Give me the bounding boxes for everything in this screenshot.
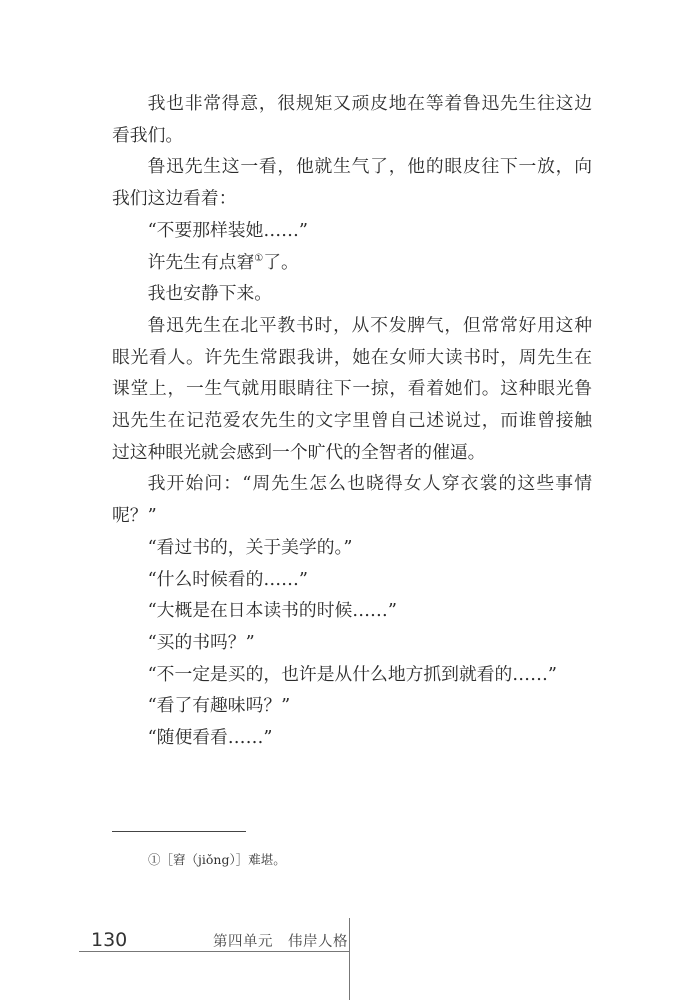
footnote-divider: [112, 831, 246, 832]
paragraph: “什么时候看的……”: [147, 568, 309, 590]
paragraph: 鲁迅先生在北平教书时，从不发脾气，但常常好用这种眼光看人。许先生常跟我讲，她在女师大读书时，周先生在课堂上，一生气就用眼睛往下一掠，看着她们。这种眼光鲁迅先生在记范爱农先生的文字里曾自己述说过，而谁曾接触过这种眼光就会感到一个旷代的全智者的催逼。: [112, 314, 592, 463]
footer-rule: [79, 951, 349, 952]
paragraph: “买的书吗？”: [147, 631, 255, 653]
paragraph: 我也非常得意，很规矩又顽皮地在等着鲁迅先生往这边看我们。: [112, 93, 592, 146]
paragraph: “看过书的，关于美学的。”: [147, 536, 353, 558]
paragraph: “不一定是买的，也许是从什么地方抓到就看的……”: [147, 663, 557, 685]
paragraph-text: 了。: [263, 251, 299, 273]
paragraph: “不要那样装她……”: [147, 219, 309, 241]
paragraph: 我开始问：“周先生怎么也晓得女人穿衣裳的这些事情呢？”: [112, 473, 592, 527]
footnote: ①［窘（jiǒng）］难堪。: [148, 852, 286, 867]
paragraph-text: 许先生有点窘: [147, 251, 255, 273]
body-text: [112, 88, 592, 754]
paragraph: 鲁迅先生这一看，他就生气了，他的眼皮往下一放，向我们这边看着：: [112, 156, 592, 210]
paragraph: 我也安静下来。: [147, 283, 273, 305]
page-number: 130: [91, 929, 128, 951]
paragraph: “看了有趣味吗？”: [147, 695, 291, 717]
paragraph: “随便看看……”: [147, 727, 273, 749]
paragraph-with-footnote: [112, 247, 592, 279]
footnote-marker: ①: [254, 252, 264, 264]
footer-divider: [349, 918, 350, 1000]
paragraph: “大概是在日本读书的时候……”: [147, 600, 397, 622]
unit-title: 第四单元 伟岸人格: [213, 934, 348, 950]
